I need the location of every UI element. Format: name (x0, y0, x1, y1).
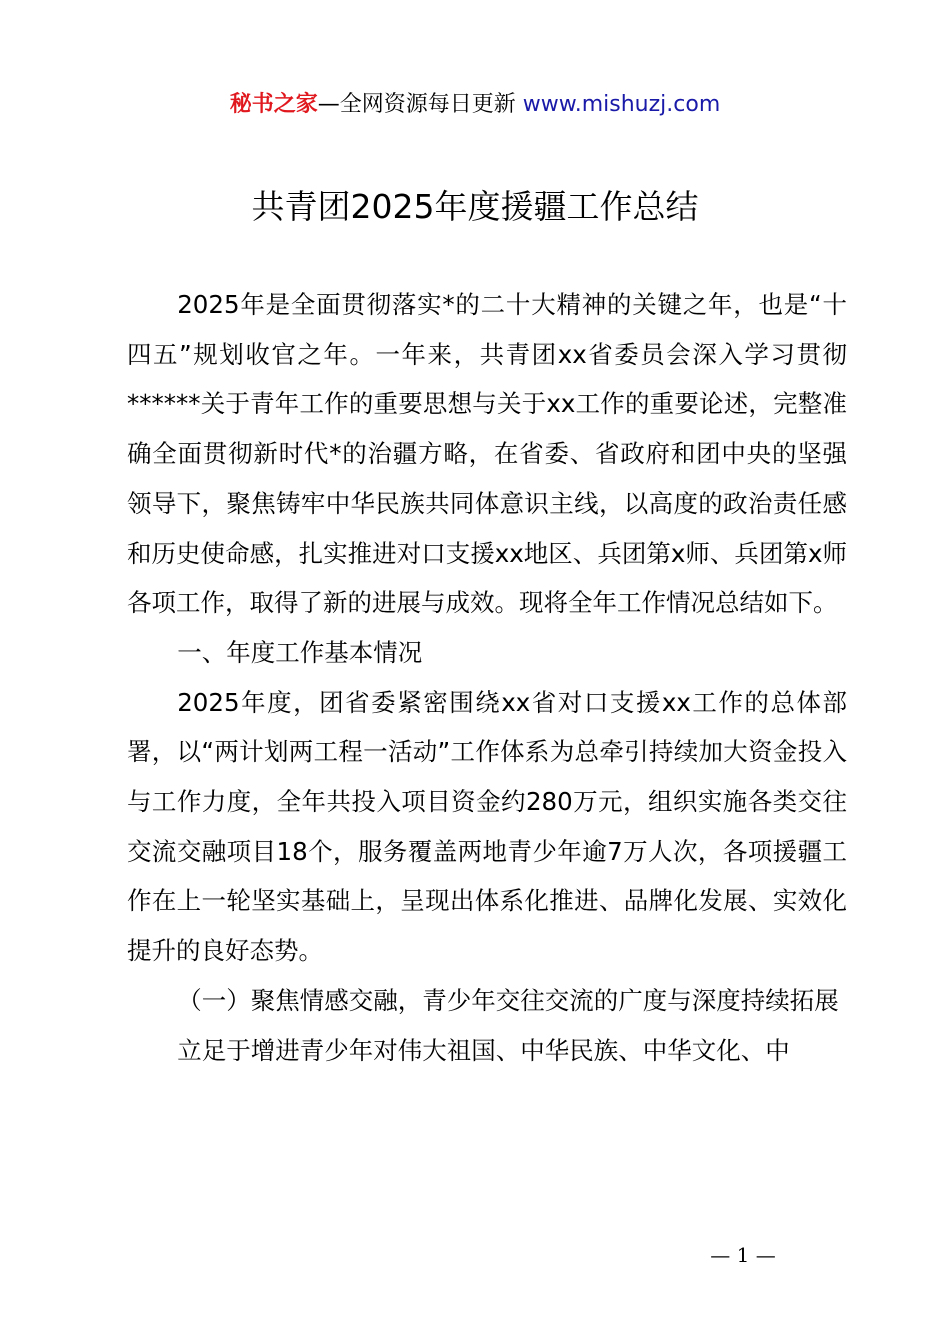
site-slogan: —全网资源每日更新 (317, 92, 523, 117)
site-brand: 秘书之家 (229, 92, 318, 117)
page-number: — 1 — (710, 1243, 776, 1267)
paragraph-overview: 2025年度，团省委紧密围绕xx省对口支援xx工作的总体部署，以“两计划两工程一活动”工作体系为总牵引持续加大资金投入与工作力度，全年共投入项目资金约280万元，组织实施各类交往交流交融项目18个，服务覆盖两地青少年逾7万人次，各项援疆工作在上一轮坚实基础上，呈现出体系化推进、品牌化发展、实效化提升的良好态势。 (127, 687, 847, 966)
subsection-heading: （一）聚焦情感交融，青少年交往交流的广度与深度持续拓展 (177, 985, 839, 1015)
site-url-link[interactable]: www.mishuzj.com (522, 92, 721, 117)
site-header (0, 88, 950, 122)
document-title: 共青团2025年度援疆工作总结 (251, 187, 699, 226)
section-heading: 一、年度工作基本情况 (177, 637, 423, 667)
paragraph-continued: 立足于增进青少年对伟大祖国、中华民族、中华文化、中 (177, 1035, 790, 1065)
document-body (127, 280, 847, 1075)
paragraph-intro: 2025年是全面贯彻落实*的二十大精神的关键之年，也是“十四五”规划收官之年。一年来，共青团xx省委员会深入学习贯彻******关于青年工作的重要思想与关于xx工作的重要论述，完整准确全面贯彻新时代*的治疆方略，在省委、省政府和团中央的坚强领导下，聚焦铸牢中华民族共同体意识主线，以高度的政治责任感和历史使命感，扎实推进对口支援xx地区、兵团第x师、兵团第x师各项工作，取得了新的进展与成效。现将全年工作情况总结如下。 (127, 290, 847, 618)
